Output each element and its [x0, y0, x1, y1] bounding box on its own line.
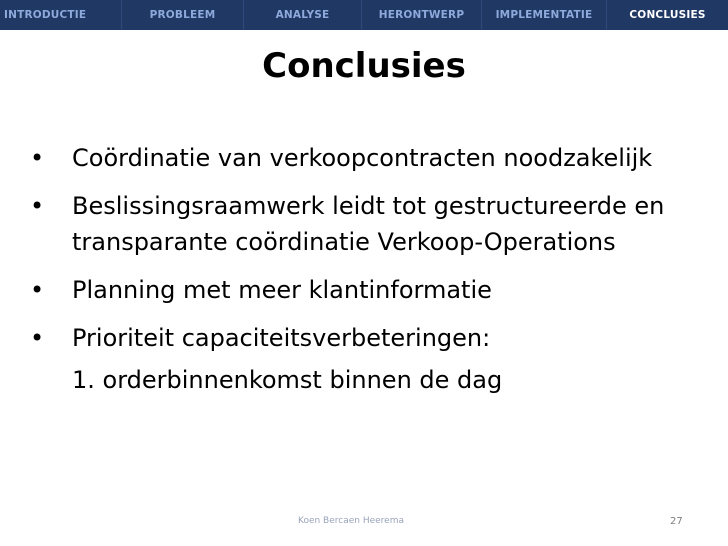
bullet-marker: • — [30, 144, 45, 172]
bullet-text: Coördinatie van verkoopcontracten noodzakelijk — [72, 144, 653, 172]
section-nav-bar — [0, 0, 728, 30]
tab-herontwerp[interactable]: HERONTWERP — [362, 0, 482, 30]
bullet-marker: • — [30, 192, 45, 220]
footer-text: Koen Bercaen Heerema — [298, 516, 405, 526]
bullet-text: Prioriteit capaciteitsverbeteringen: — [72, 324, 491, 352]
bullet-subitem: 1. orderbinnenkomst binnen de dag — [72, 366, 503, 394]
bullet-list — [30, 140, 710, 410]
bullet-marker: • — [30, 324, 45, 352]
slide-title: Conclusies — [262, 46, 466, 86]
tab-probleem[interactable]: PROBLEEM — [122, 0, 244, 30]
bullet-item — [30, 272, 710, 308]
tab-introductie[interactable]: INTRODUCTIE — [0, 0, 122, 30]
bullet-text: Planning met meer klantinformatie — [72, 276, 492, 304]
bullet-item — [30, 320, 710, 398]
bullet-text: Beslissingsraamwerk leidt tot gestructureerde en transparante coördinatie Verkoop-Operations — [72, 192, 665, 256]
bullet-item — [30, 140, 710, 176]
page-number: 27 — [670, 516, 683, 527]
bullet-item — [30, 188, 710, 260]
tab-conclusies[interactable]: CONCLUSIES — [607, 0, 728, 30]
tab-implementatie[interactable]: IMPLEMENTATIE — [482, 0, 607, 30]
bullet-marker: • — [30, 276, 45, 304]
tab-analyse[interactable]: ANALYSE — [244, 0, 362, 30]
